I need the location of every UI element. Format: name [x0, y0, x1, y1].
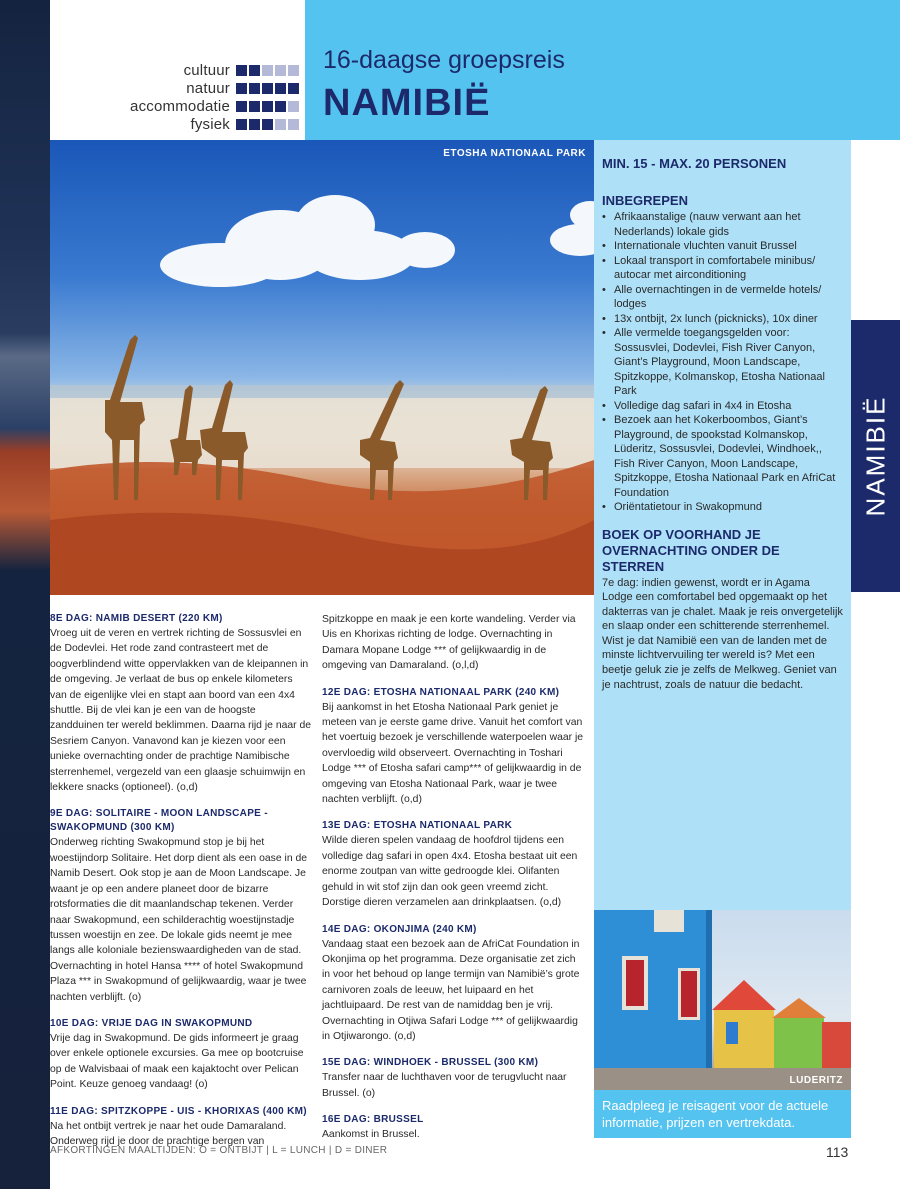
- rating-label: accommodatie: [130, 97, 230, 115]
- rating-squares: [236, 65, 299, 76]
- day-title: 9E DAG: SOLITAIRE - MOON LANDSCAPE - SWAKOPMUND (300 KM): [50, 808, 268, 834]
- rating-squares: [236, 83, 299, 94]
- day-text: Wilde dieren spelen vandaag de hoofdrol tijdens een volledige dag safari in open 4x4. Etosha bestaat uit een enorme zoutpan van witte gedroogde klei. Olifanten gehuld in wit stof zijn dan ook geen vreemd zicht. Dorstige dieren verzamelen aan drinkplaatsen. (o,d): [322, 835, 578, 909]
- group-size: MIN. 15 - MAX. 20 PERSONEN: [602, 156, 787, 171]
- luderitz-houses-illustration: [594, 910, 851, 1090]
- rating-square-filled: [288, 83, 299, 94]
- day-text: Spitzkoppe en maak je een korte wandeling. Verder via Uis en Khorixas richting de lodge. Overnachting in Damara Mopane Lodge *** of gelijkwaardig in de omgeving van Damaraland. (o,l,d): [322, 614, 576, 672]
- day-title: 8E DAG: NAMIB DESERT (220 KM): [50, 613, 223, 624]
- rating-label: fysiek: [190, 115, 230, 133]
- included-item: • Alle vermelde toegangsgelden voor: Sossusvlei, Dodevlei, Fish River Canyon, Giant’s Playground, Moon Landscape, Spitzkoppe, Kolmanskop, Etosha Nationaal Park: [602, 326, 843, 399]
- day-text: Onderweg richting Swakopmund stop je bij het woestijndorp Solitaire. Het dorp dient als een oase in de Namib Desert. Ook stop je aan de Moon Landscape. Je waant je op een andere planeet door de bizarre rotsformaties die dit maanlandschap tekenen. Verder naar Swakopmund, een schilderachtig woestijnstadje tussen woestijn en zee. De lokale gids neemt je mee langs alle koloniale bezienswaardigheden van de stad. Overnachting in hotel Hansa **** of hotel Swakopmund Plaza *** in Swakopmund of gelijkwaardig, waar je twee nachten verblijft. (o): [50, 837, 308, 1003]
- meal-abbreviations: AFKORTINGEN MAALTIJDEN: O = ONTBIJT | L = LUNCH | D = DINER: [50, 1145, 388, 1156]
- included-item: • Volledige dag safari in 4x4 in Etosha: [602, 399, 843, 414]
- page-number: 113: [826, 1144, 849, 1160]
- rating-label: natuur: [186, 79, 230, 97]
- book-text: 7e dag: indien gewenst, wordt er in Agama Lodge een comfortabel bed opgemaakt op het dakterras van je chalet. Maak je reis onvergetelijk en slaap onder een schitterende sterrenhemel. Wist je dat Namibië een van de landen met de minste lichtvervuiling ter wereld is? Met een beetje geluk zie je zelfs de Melkweg. Geniet van je nachtrust, zoals de natuur die bedacht.: [602, 576, 843, 691]
- photo-caption: ETOSHA NATIONAAL PARK: [443, 148, 586, 159]
- rating-square-filled: [249, 101, 260, 112]
- day-text: Transfer naar de luchthaven voor de terugvlucht naar Brussel. (o): [322, 1072, 567, 1099]
- rating-square-filled: [262, 119, 273, 130]
- book-title: BOEK OP VOORHAND JE OVERNACHTING ONDER DE STERREN: [602, 526, 780, 574]
- rating-row-fysiek: [190, 116, 299, 132]
- page-title: NAMIBIË: [323, 82, 491, 124]
- day-title: 13E DAG: ETOSHA NATIONAAL PARK: [322, 820, 513, 832]
- itinerary-day: [322, 612, 584, 674]
- included-item: • Oriëntatietour in Swakopmund: [602, 500, 843, 515]
- side-tab-label: NAMIBIË: [860, 395, 890, 517]
- rating-square-filled: [236, 119, 247, 130]
- day-title: 11E DAG: SPITZKOPPE - UIS - KHORIXAS (400 KM): [50, 1105, 307, 1117]
- day-text: Vrije dag in Swakopmund. De gids informeert je graag over enkele optionele excursies. Ga mee op bootcruise op de Walvisbaai of maak een kajaktocht over Pelican Point. Keuze genoeg vandaag! (o): [50, 1032, 304, 1091]
- itinerary-day: [322, 1056, 584, 1101]
- rating-square-filled: [249, 83, 260, 94]
- day-text: Vandaag staat een bezoek aan de AfriCat Foundation in Okonjima op het programma. Deze organisatie zet zich in voor het behoud op lange termijn van Namibië’s grote carnivoren zoals de leeuw, het luipaard en het jachtluipaard. De rest van de namiddag ben je vrij. Overnachting in Otjiwa Safari Lodge *** of gelijkwaardig in Otjiwarongo. (o,d): [322, 938, 580, 1042]
- itinerary-day: [322, 923, 584, 1045]
- rating-squares: [236, 119, 299, 130]
- rating-row-accommodatie: [130, 98, 299, 114]
- itinerary-day: [322, 819, 584, 910]
- day-title: 10E DAG: VRIJE DAG IN SWAKOPMUND: [50, 1017, 253, 1029]
- itinerary-day: [50, 1017, 312, 1093]
- rating-square-empty: [288, 65, 299, 76]
- giraffes-illustration: [50, 140, 594, 595]
- included-list: [602, 210, 843, 515]
- rating-square-empty: [262, 65, 273, 76]
- note-box: [594, 1090, 851, 1138]
- included-title: INBEGREPEN: [602, 193, 688, 208]
- country-side-tab: [851, 320, 900, 592]
- rating-square-filled: [262, 83, 273, 94]
- included-item: • 13x ontbijt, 2x lunch (picknicks), 10x diner: [602, 312, 843, 327]
- rating-square-filled: [236, 101, 247, 112]
- left-edge-photo: [0, 0, 50, 1189]
- title-band: [305, 0, 900, 140]
- itinerary-column-1: [50, 612, 312, 1161]
- itinerary-day: [50, 807, 312, 1004]
- page-subtitle: 16-daagse groepsreis: [323, 46, 565, 74]
- rating-box: [50, 0, 305, 140]
- rating-square-empty: [288, 119, 299, 130]
- rating-squares: [236, 101, 299, 112]
- luderitz-photo: [594, 910, 851, 1090]
- etosha-photo: [50, 140, 594, 595]
- day-text: Bij aankomst in het Etosha Nationaal Park geniet je meteen van je eerste game drive. Vanuit het comfort van het voertuig bezoek je verschillende waterpoelen waar je overvloedig wild observeert. Overnachting in Toshari Lodge *** of Etosha safari camp*** of gelijkwaardig in de omgeving van Etosha Nationaal Park, waar je twee nachten verblijft. (o,d): [322, 701, 584, 806]
- rating-square-filled: [249, 119, 260, 130]
- rating-square-empty: [275, 65, 286, 76]
- itinerary-day: [322, 686, 584, 808]
- included-item: • Alle overnachtingen in de vermelde hotels/ lodges: [602, 283, 843, 312]
- rating-square-filled: [249, 65, 260, 76]
- rating-square-filled: [275, 101, 286, 112]
- day-title: 12E DAG: ETOSHA NATIONAAL PARK (240 KM): [322, 686, 560, 698]
- day-title: 15E DAG: WINDHOEK - BRUSSEL (300 KM): [322, 1057, 539, 1069]
- rating-square-empty: [288, 101, 299, 112]
- day-title: 16E DAG: BRUSSEL: [322, 1114, 424, 1126]
- rating-square-filled: [262, 101, 273, 112]
- cloud-shapes: [160, 195, 594, 287]
- note-text: Raadpleeg je reisagent voor de actuele informatie, prijzen en vertrekdata.: [602, 1098, 829, 1130]
- included-item: • Afrikaanstalige (nauw verwant aan het Nederlands) lokale gids: [602, 210, 843, 239]
- day-text: Aankomst in Brussel.: [322, 1129, 420, 1141]
- day-text: Na het ontbijt vertrek je naar het oude Damaraland. Onderweg rijd je door de prachtige bergen van: [50, 1120, 287, 1147]
- itinerary-day: [322, 1113, 584, 1142]
- included-item: • Internationale vluchten vanuit Brussel: [602, 239, 843, 254]
- info-column: [594, 140, 851, 910]
- day-title: 14E DAG: OKONJIMA (240 KM): [322, 923, 477, 935]
- photo-caption: LUDERITZ: [789, 1075, 843, 1086]
- itinerary-day: [50, 1105, 312, 1150]
- itinerary-column-2: [322, 612, 584, 1155]
- included-item: • Bezoek aan het Kokerboombos, Giant’s Playground, de spookstad Kolmanskop, Lüderitz, Sossusvlei, Dodevlei, Windhoek,, Fish River Canyon, Moon Landscape, Spitzkoppe, Etosha Nationaal Park en AfriCat Foundation: [602, 413, 843, 500]
- rating-row-cultuur: [184, 62, 299, 78]
- rating-square-filled: [236, 65, 247, 76]
- rating-label: cultuur: [183, 61, 230, 79]
- rating-square-filled: [275, 83, 286, 94]
- rating-row-natuur: [186, 80, 299, 96]
- rating-square-empty: [275, 119, 286, 130]
- rating-square-filled: [236, 83, 247, 94]
- day-text: Vroeg uit de veren en vertrek richting de Sossusvlei en de Dodevlei. Het rode zand contrasteert met de oogverblindend witte oppervlakken van de kleipannen in de omgeving. Je verlaat de bus op enkele kilometers van de eigenlijke vlei en stapt aan boord van een 4x4 shuttle. Bij de vlei kan je een van de hoogste zandduinen ter wereld beklimmen. Daarna rijd je naar de Sesriem Canyon. Vanavond kan je kiezen voor een unieke overnachting onder de prachtige Namibische sterrenhemel, vergezeld van een glaasje schuimwijn en lekkere snacks (optioneel). (o,d): [50, 628, 312, 794]
- included-item: • Lokaal transport in comfortabele minibus/ autocar met airconditioning: [602, 254, 843, 283]
- itinerary-day: [50, 612, 312, 795]
